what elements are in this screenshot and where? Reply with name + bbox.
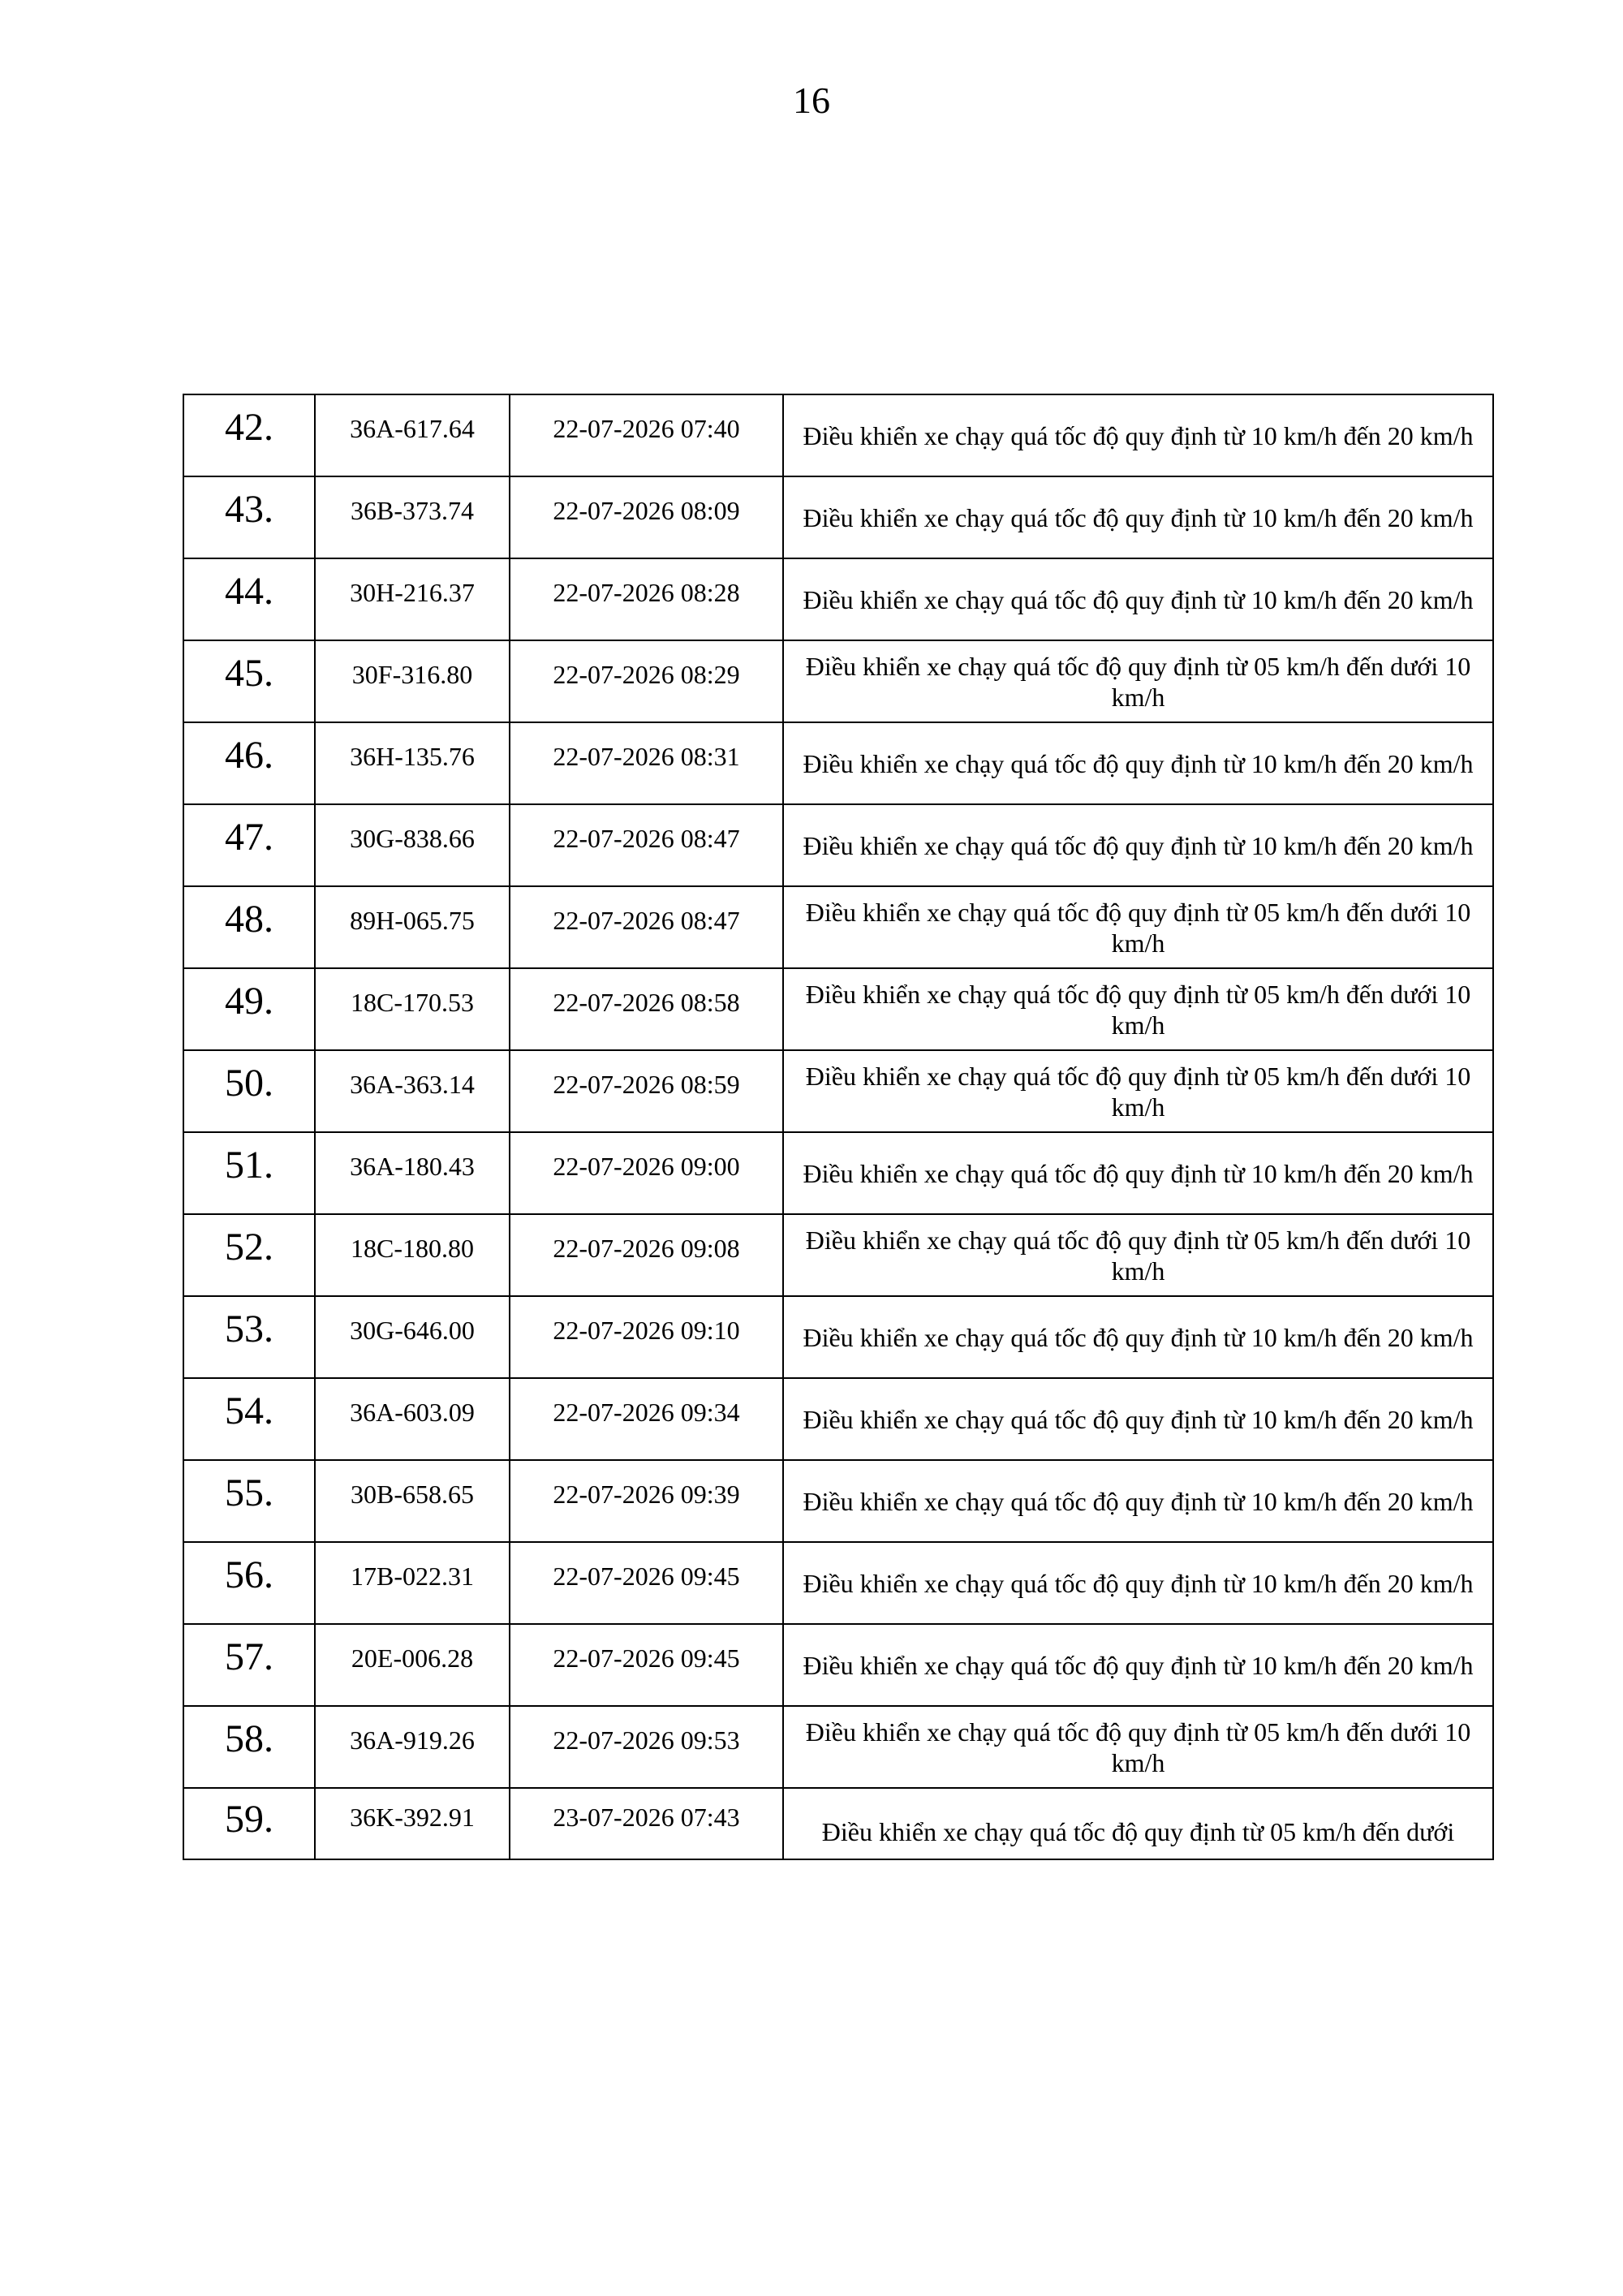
violation-description: Điều khiển xe chạy quá tốc độ quy định từ 05 km/h đến dưới 10 km/h — [783, 640, 1493, 722]
row-number: 59. — [183, 1788, 315, 1859]
license-plate: 36H-135.76 — [315, 722, 510, 804]
violation-time: 22-07-2026 09:08 — [510, 1214, 783, 1296]
table-row — [183, 886, 1493, 968]
violation-time: 22-07-2026 08:47 — [510, 804, 783, 886]
violation-description: Điều khiển xe chạy quá tốc độ quy định từ 05 km/h đến dưới 10 km/h — [783, 886, 1493, 968]
violation-description: Điều khiển xe chạy quá tốc độ quy định từ 05 km/h đến dưới 10 km/h — [783, 968, 1493, 1050]
violation-description: Điều khiển xe chạy quá tốc độ quy định từ 10 km/h đến 20 km/h — [783, 1378, 1493, 1460]
license-plate: 20E-006.28 — [315, 1624, 510, 1706]
row-number: 57. — [183, 1624, 315, 1706]
violations-table-body — [183, 394, 1493, 1859]
violation-description: Điều khiển xe chạy quá tốc độ quy định từ 05 km/h đến dưới 10 km/h — [783, 1050, 1493, 1132]
license-plate: 36B-373.74 — [315, 476, 510, 558]
row-number: 55. — [183, 1460, 315, 1542]
violation-time: 22-07-2026 09:34 — [510, 1378, 783, 1460]
violation-time: 22-07-2026 09:00 — [510, 1132, 783, 1214]
row-number: 53. — [183, 1296, 315, 1378]
row-number: 46. — [183, 722, 315, 804]
table-row — [183, 1460, 1493, 1542]
violation-time: 22-07-2026 08:28 — [510, 558, 783, 640]
table-row — [183, 1214, 1493, 1296]
violation-description: Điều khiển xe chạy quá tốc độ quy định từ 05 km/h đến dưới 10 km/h — [783, 1706, 1493, 1788]
row-number: 54. — [183, 1378, 315, 1460]
table-row — [183, 1050, 1493, 1132]
violation-description: Điều khiển xe chạy quá tốc độ quy định từ 05 km/h đến dưới — [783, 1788, 1493, 1859]
violation-description: Điều khiển xe chạy quá tốc độ quy định từ 10 km/h đến 20 km/h — [783, 1460, 1493, 1542]
violation-time: 22-07-2026 08:47 — [510, 886, 783, 968]
table-row — [183, 1624, 1493, 1706]
row-number: 45. — [183, 640, 315, 722]
row-number: 52. — [183, 1214, 315, 1296]
license-plate: 89H-065.75 — [315, 886, 510, 968]
violation-time: 22-07-2026 08:59 — [510, 1050, 783, 1132]
license-plate: 36A-363.14 — [315, 1050, 510, 1132]
table-row — [183, 1296, 1493, 1378]
violation-description: Điều khiển xe chạy quá tốc độ quy định từ 10 km/h đến 20 km/h — [783, 722, 1493, 804]
violation-time: 22-07-2026 08:09 — [510, 476, 783, 558]
license-plate: 30F-316.80 — [315, 640, 510, 722]
page-number: 16 — [793, 80, 830, 121]
row-number: 56. — [183, 1542, 315, 1624]
row-number: 47. — [183, 804, 315, 886]
row-number: 49. — [183, 968, 315, 1050]
violation-time: 22-07-2026 09:39 — [510, 1460, 783, 1542]
violation-description: Điều khiển xe chạy quá tốc độ quy định từ 10 km/h đến 20 km/h — [783, 1296, 1493, 1378]
table-row — [183, 1542, 1493, 1624]
violation-time: 23-07-2026 07:43 — [510, 1788, 783, 1859]
row-number: 42. — [183, 394, 315, 476]
violation-description: Điều khiển xe chạy quá tốc độ quy định từ 10 km/h đến 20 km/h — [783, 1542, 1493, 1624]
violation-time: 22-07-2026 08:31 — [510, 722, 783, 804]
violation-description: Điều khiển xe chạy quá tốc độ quy định từ 10 km/h đến 20 km/h — [783, 558, 1493, 640]
violation-description: Điều khiển xe chạy quá tốc độ quy định từ 10 km/h đến 20 km/h — [783, 804, 1493, 886]
violation-time: 22-07-2026 09:45 — [510, 1624, 783, 1706]
license-plate: 36A-617.64 — [315, 394, 510, 476]
license-plate: 36K-392.91 — [315, 1788, 510, 1859]
table-row — [183, 1788, 1493, 1859]
violation-time: 22-07-2026 08:29 — [510, 640, 783, 722]
table-row — [183, 1706, 1493, 1788]
violations-table — [183, 394, 1494, 1860]
table-row — [183, 722, 1493, 804]
table-row — [183, 558, 1493, 640]
table-row — [183, 1132, 1493, 1214]
license-plate: 36A-919.26 — [315, 1706, 510, 1788]
license-plate: 30G-646.00 — [315, 1296, 510, 1378]
violation-time: 22-07-2026 09:10 — [510, 1296, 783, 1378]
license-plate: 18C-180.80 — [315, 1214, 510, 1296]
violation-description: Điều khiển xe chạy quá tốc độ quy định từ 10 km/h đến 20 km/h — [783, 394, 1493, 476]
table-row — [183, 804, 1493, 886]
license-plate: 18C-170.53 — [315, 968, 510, 1050]
table-row — [183, 1378, 1493, 1460]
table-row — [183, 394, 1493, 476]
violation-time: 22-07-2026 09:45 — [510, 1542, 783, 1624]
violation-description: Điều khiển xe chạy quá tốc độ quy định từ 10 km/h đến 20 km/h — [783, 476, 1493, 558]
violation-time: 22-07-2026 09:53 — [510, 1706, 783, 1788]
row-number: 51. — [183, 1132, 315, 1214]
table-row — [183, 640, 1493, 722]
license-plate: 17B-022.31 — [315, 1542, 510, 1624]
row-number: 44. — [183, 558, 315, 640]
violation-time: 22-07-2026 07:40 — [510, 394, 783, 476]
license-plate: 30H-216.37 — [315, 558, 510, 640]
license-plate: 30B-658.65 — [315, 1460, 510, 1542]
license-plate: 30G-838.66 — [315, 804, 510, 886]
license-plate: 36A-603.09 — [315, 1378, 510, 1460]
violation-description: Điều khiển xe chạy quá tốc độ quy định từ 05 km/h đến dưới 10 km/h — [783, 1214, 1493, 1296]
row-number: 58. — [183, 1706, 315, 1788]
violation-description: Điều khiển xe chạy quá tốc độ quy định từ 10 km/h đến 20 km/h — [783, 1624, 1493, 1706]
row-number: 43. — [183, 476, 315, 558]
row-number: 48. — [183, 886, 315, 968]
table-row — [183, 968, 1493, 1050]
violation-time: 22-07-2026 08:58 — [510, 968, 783, 1050]
row-number: 50. — [183, 1050, 315, 1132]
license-plate: 36A-180.43 — [315, 1132, 510, 1214]
table-row — [183, 476, 1493, 558]
violation-description: Điều khiển xe chạy quá tốc độ quy định từ 10 km/h đến 20 km/h — [783, 1132, 1493, 1214]
